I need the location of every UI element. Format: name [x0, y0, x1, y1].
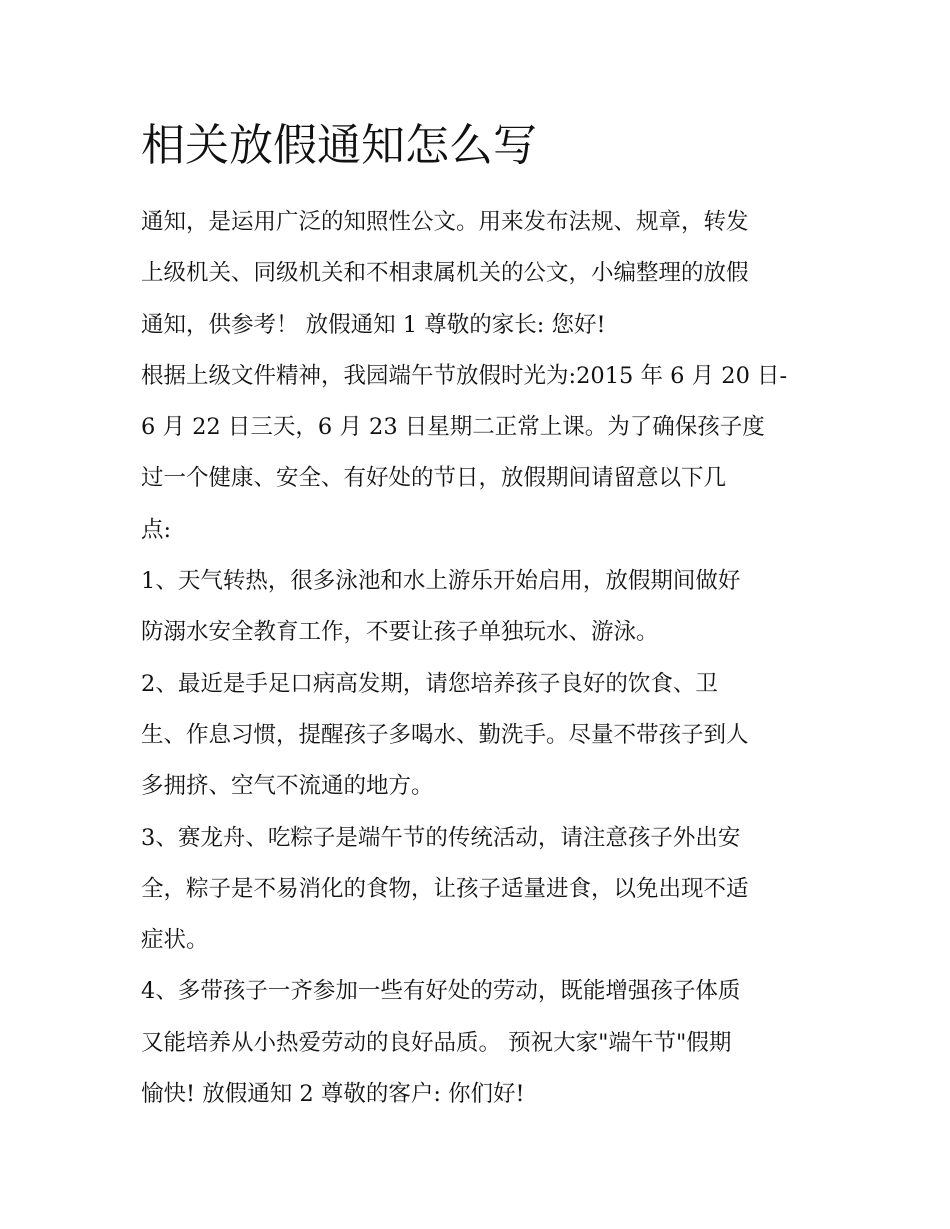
text-line-17: 又能培养从小热爱劳动的良好品质。 预祝大家"端午节"假期 [141, 1029, 732, 1056]
text-line-11: 生、作息习惯，提醒孩子多喝水、勤洗手。尽量不带孩子到人 [141, 721, 749, 748]
document-title: 相关放假通知怎么写 [141, 120, 537, 171]
text-line-14: 全，粽子是不易消化的食物，让孩子适量进食，以免出现不适 [141, 875, 749, 902]
text-line-2: 上级机关、同级机关和不相隶属机关的公文，小编整理的放假 [141, 260, 749, 287]
text-line-1: 通知，是运用广泛的知照性公文。用来发布法规、规章，转发 [141, 209, 749, 235]
text-line-12: 多拥挤、空气不流通的地方。 [141, 773, 434, 800]
text-line-10: 2、最近是手足口病高发期，请您培养孩子良好的饮食、卫 [141, 670, 718, 697]
text-line-8: 1、天气转热，很多泳池和水上游乐开始启用，放假期间做好 [141, 568, 741, 595]
text-line-16: 4、多带孩子一齐参加一些有好处的劳动，既能增强孩子体质 [141, 978, 741, 1005]
text-line-15: 症状。 [141, 927, 209, 954]
text-line-9: 防溺水安全教育工作，不要让孩子单独玩水、游泳。 [141, 619, 659, 646]
text-line-13: 3、赛龙舟、吃粽子是端午节的传统活动，请注意孩子外出安 [141, 824, 741, 851]
text-line-18: 愉快! 放假通知 2 尊敬的客户: 你们好! [141, 1081, 525, 1108]
text-line-6: 过一个健康、安全、有好处的节日，放假期间请留意以下几 [141, 465, 727, 492]
document-body [141, 197, 821, 1120]
text-line-4: 根据上级文件精神，我园端午节放假时光为:2015 年 6 月 20 日- [141, 362, 788, 389]
text-line-7: 点: [141, 516, 172, 543]
text-line-5: 6 月 22 日三天，6 月 23 日星期二正常上课。为了确保孩子度 [141, 414, 765, 441]
text-line-3: 通知，供参考！ 放假通知 1 尊敬的家长: 您好! [141, 311, 606, 338]
